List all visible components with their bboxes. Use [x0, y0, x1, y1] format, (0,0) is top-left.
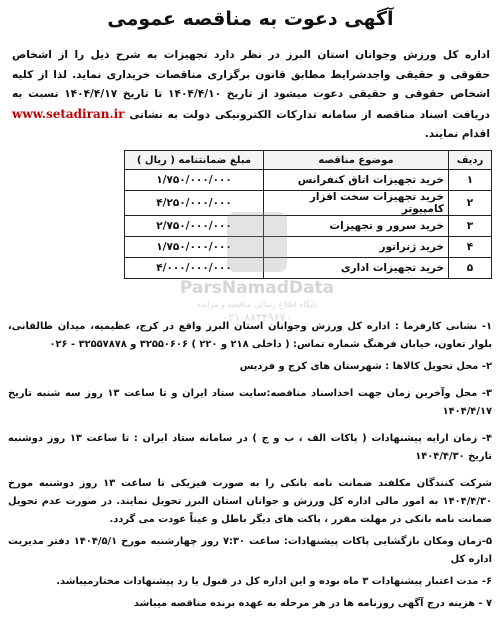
row-subject: خرید تجهیزات اتاق کنفرانس [264, 170, 449, 191]
clause-delivery-location: ۲- محل تحویل کالاها : شهرستان های کرج و فردیس [239, 361, 492, 372]
row-subject: خرید تجهیزات سخت افزار کامپیوتر [264, 191, 449, 216]
row-amount: ۴/۲۵۰/۰۰۰/۰۰۰ [125, 191, 264, 216]
clause-document-deadline: ۳- محل وآخرین زمان جهت اخذاسناد مناقصه:سایت ستاد ایران و تا ساعت ۱۳ روز سه شنبه تاریخ ۱۴۰۴/۴/۱۷ [8, 388, 492, 417]
clause-ad-costs: ۷ - هزینه درج آگهی روزنامه ها در هر مرحله به عهده برنده مناقصه میباشد [133, 598, 492, 609]
watermark-brand: ParsNamadData [179, 278, 335, 298]
table-row [125, 170, 492, 191]
row-subject: خرید ژنراتور [264, 237, 449, 258]
row-amount: ۴/۰۰۰/۰۰۰/۰۰۰ [125, 258, 264, 279]
table-row [125, 258, 492, 279]
row-amount: ۱/۷۵۰/۰۰۰/۰۰۰ [125, 237, 264, 258]
table-row [125, 237, 492, 258]
row-number: ۵ [449, 258, 492, 279]
table-row [125, 216, 492, 237]
watermark-subtitle: پایگاه اطلاع رسانی مناقصه و مزایده [196, 300, 318, 309]
intro-paragraph [12, 46, 490, 145]
header-row-number: ردیف [449, 151, 492, 170]
header-subject: موضوع مناقصه [264, 151, 449, 170]
watermark-phone: ۰۲۱-۸۸۳۴۹۶۷۰ [222, 311, 292, 324]
row-subject: خرید سرور و تجهیزات [264, 216, 449, 237]
clause-validity: ۶- مدت اعتبار پیشنهادات ۳ ماه بوده و این اداره کل در قبول یا رد پیشنهادات مختارمیباشد. [56, 576, 492, 587]
row-number: ۲ [449, 191, 492, 216]
clause-opening-time: ۵-زمان ومکان بازگشایی پاکات پیشنهادات: ساعت ۷:۳۰ روز چهارشنبه مورخ ۱۴۰۴/۵/۱ دفتر مدیریت اداره کل [8, 536, 492, 565]
row-number: ۳ [449, 216, 492, 237]
table-header-row [125, 151, 492, 170]
row-amount: ۲/۷۵۰/۰۰۰/۰۰۰ [125, 216, 264, 237]
setad-url-link[interactable]: www.setadiran.ir [12, 106, 125, 121]
notice-title: آگهی دعوت به مناقصه عمومی [107, 8, 394, 30]
clauses-list [8, 318, 492, 617]
intro-text: اداره کل ورزش وجوانان استان البرز در نظر دارد تجهیزات به شرح ذیل را از اشخاص حقوقی و حقیقی واجدشرایط مطابق قانون برگزاری مناقصات خریداری نماید. لذا از کلیه اشخاص حقوقی و حقیقی دعوت میشود از تاریخ ۱۴۰۴/۴/۱۰ تا تاریخ ۱۴۰۴/۴/۱۷ نسبت به دریافت اسناد مناقصه از سامانه تدارکات الکترونیکی دولت به نشانی [12, 49, 491, 121]
clause-submission-deadline: ۴- زمان ارایه پیشنهادات ( پاکات الف ، ب و ج ) در سامانه ستاد ایران : تا ساعت ۱۳ روز دوشنبه تاریخ ۱۴۰۴/۴/۳۰ [8, 433, 492, 462]
table-row [125, 191, 492, 216]
intro-tail: اقدام نمایند. [424, 128, 490, 141]
row-subject: خرید تجهیزات اداری [264, 258, 449, 279]
row-number: ۴ [449, 237, 492, 258]
tender-items-table [124, 150, 492, 279]
header-guarantee-amount: مبلغ ضمانتنامه ( ریال ) [125, 151, 264, 170]
clause-employer-address: ۱- نشانی کارفرما : اداره کل ورزش وجوانان استان البرز واقع در کرج، عظیمیه، میدان طالقانی، بلوار تعاون، خیابان فرهنگ شماره تماس: ( داخلی ۲۱۸ و ۲۲۰ ) ۳۲۵۵۰۶۰۶ و ۳۲۵۵۷۸۷۸ - ۰۲۶ [8, 321, 492, 350]
row-number: ۱ [449, 170, 492, 191]
row-amount: ۱/۷۵۰/۰۰۰/۰۰۰ [125, 170, 264, 191]
clause-bank-guarantee: شرکت کنندگان مکلفند ضمانت نامه بانکی را به صورت فیزیکی تا ساعت ۱۳ روز دوشنبه مورخ ۱۴۰۴/۴/۳۰ به امور مالی اداره کل ورزش و جوانان استان البرز تحویل نمایند. در صورت عدم تحویل ضمانت نامه بانکی در مهلت مقرر ، پاکت های دیگر باطل و عیناً عودت می گردد. [8, 478, 492, 525]
